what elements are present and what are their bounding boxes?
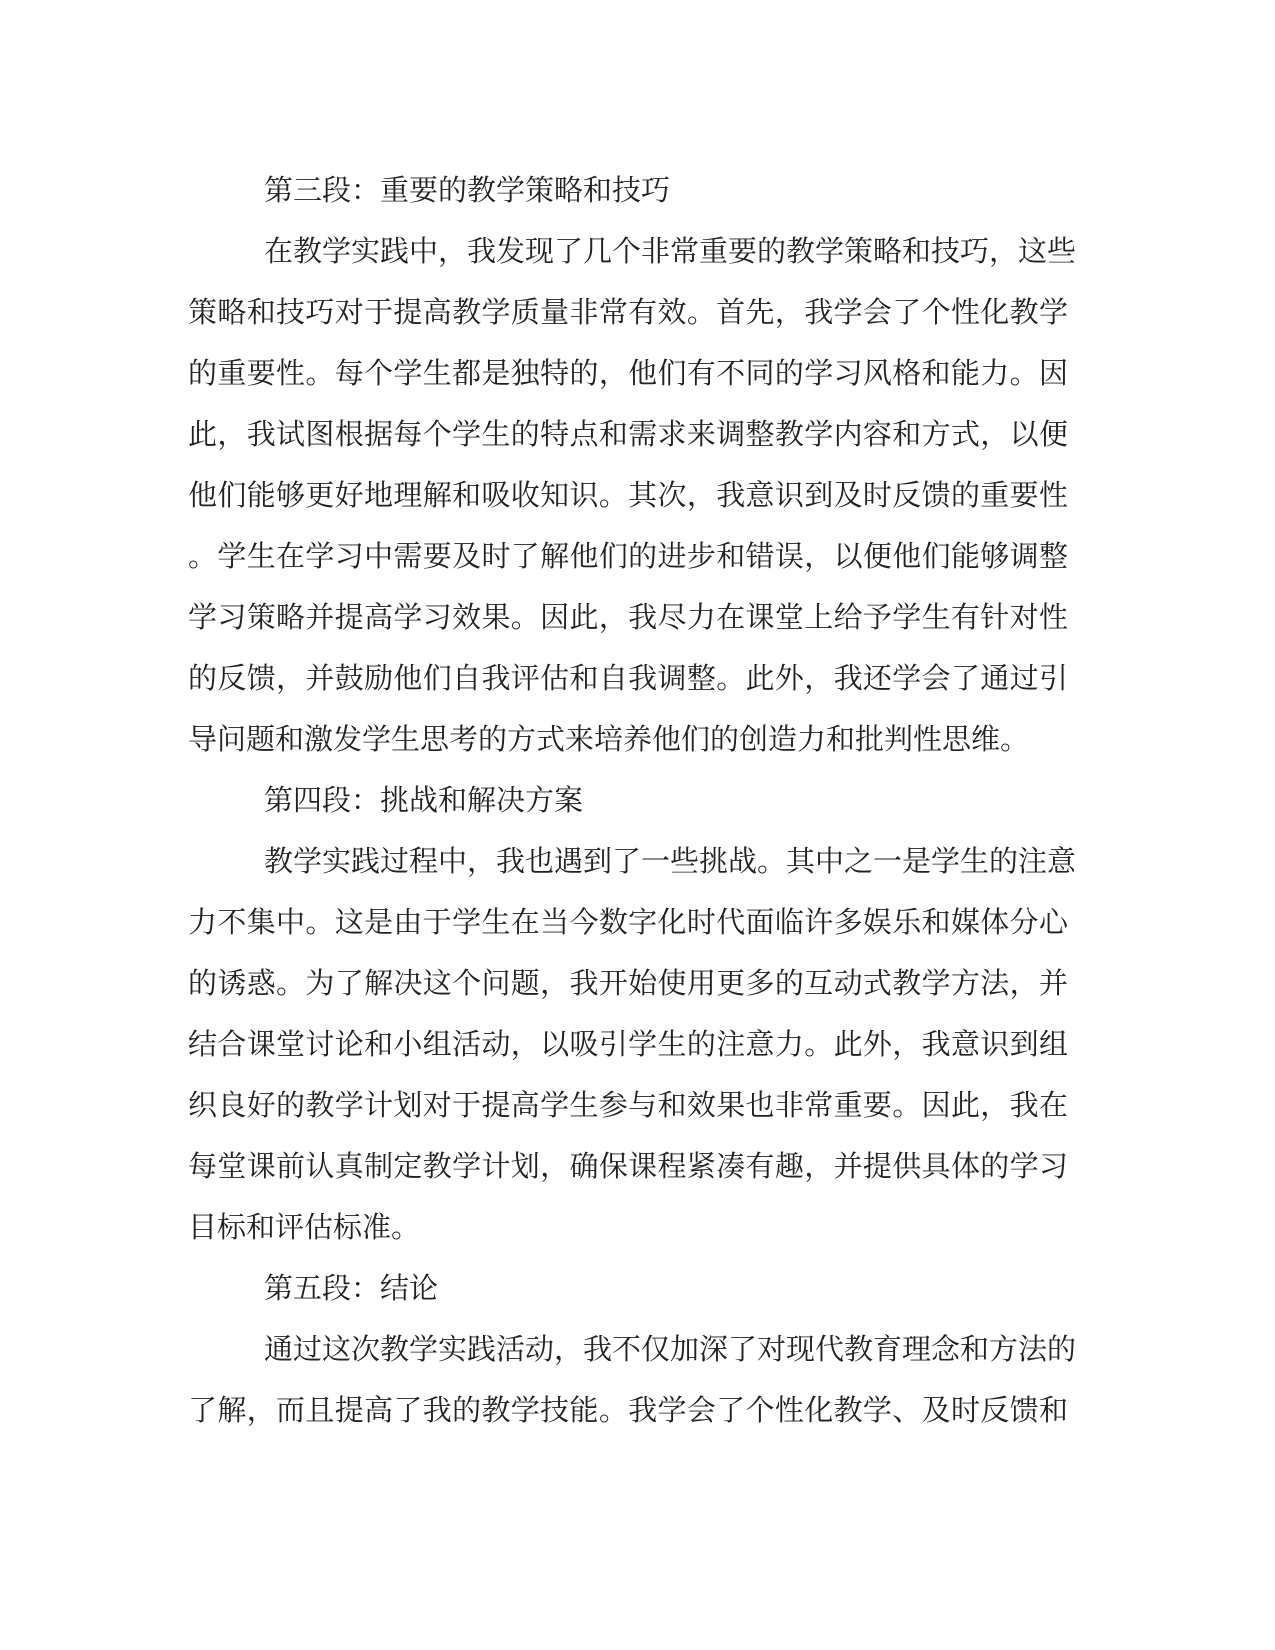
- paragraph-line: 教学实践过程中，我也遇到了一些挑战。其中之一是学生的注意: [264, 844, 1077, 878]
- paragraph-line: 他们能够更好地理解和吸收知识。其次，我意识到及时反馈的重要性: [188, 478, 1068, 512]
- paragraph-line: 的反馈，并鼓励他们自我评估和自我调整。此外，我还学会了通过引: [188, 661, 1068, 695]
- paragraph-line: 策略和技巧对于提高教学质量非常有效。首先，我学会了个性化教学: [188, 295, 1068, 329]
- paragraph-line: 的诱惑。为了解决这个问题，我开始使用更多的互动式教学方法，并: [188, 966, 1068, 1000]
- paragraph-line: 此，我试图根据每个学生的特点和需求来调整教学内容和方式，以便: [188, 417, 1068, 451]
- paragraph-line: 了解，而且提高了我的教学技能。我学会了个性化教学、及时反馈和: [188, 1393, 1068, 1427]
- section-heading-5: 第五段：结论: [264, 1271, 439, 1305]
- paragraph-line: 目标和评估标准。: [188, 1210, 421, 1244]
- paragraph-line: 结合课堂讨论和小组活动，以吸引学生的注意力。此外，我意识到组: [188, 1027, 1068, 1061]
- paragraph-line: 通过这次教学实践活动，我不仅加深了对现代教育理念和方法的: [264, 1332, 1077, 1366]
- paragraph-line: 。学生在学习中需要及时了解他们的进步和错误，以便他们能够调整: [188, 539, 1068, 573]
- paragraph-line: 织良好的教学计划对于提高学生参与和效果也非常重要。因此，我在: [188, 1088, 1068, 1122]
- paragraph-line: 学习策略并提高学习效果。因此，我尽力在课堂上给予学生有针对性: [188, 600, 1068, 634]
- paragraph-line: 在教学实践中，我发现了几个非常重要的教学策略和技巧，这些: [264, 234, 1077, 268]
- section-heading-3: 第三段：重要的教学策略和技巧: [264, 173, 671, 207]
- section-heading-4: 第四段：挑战和解决方案: [264, 783, 584, 817]
- paragraph-line: 每堂课前认真制定教学计划，确保课程紧凑有趣，并提供具体的学习: [188, 1149, 1068, 1183]
- paragraph-line: 的重要性。每个学生都是独特的，他们有不同的学习风格和能力。因: [188, 356, 1068, 390]
- paragraph-line: 力不集中。这是由于学生在当今数字化时代面临许多娱乐和媒体分心: [188, 905, 1068, 939]
- document-body: [188, 160, 1077, 1441]
- paragraph-line: 导问题和激发学生思考的方式来培养他们的创造力和批判性思维。: [188, 722, 1030, 756]
